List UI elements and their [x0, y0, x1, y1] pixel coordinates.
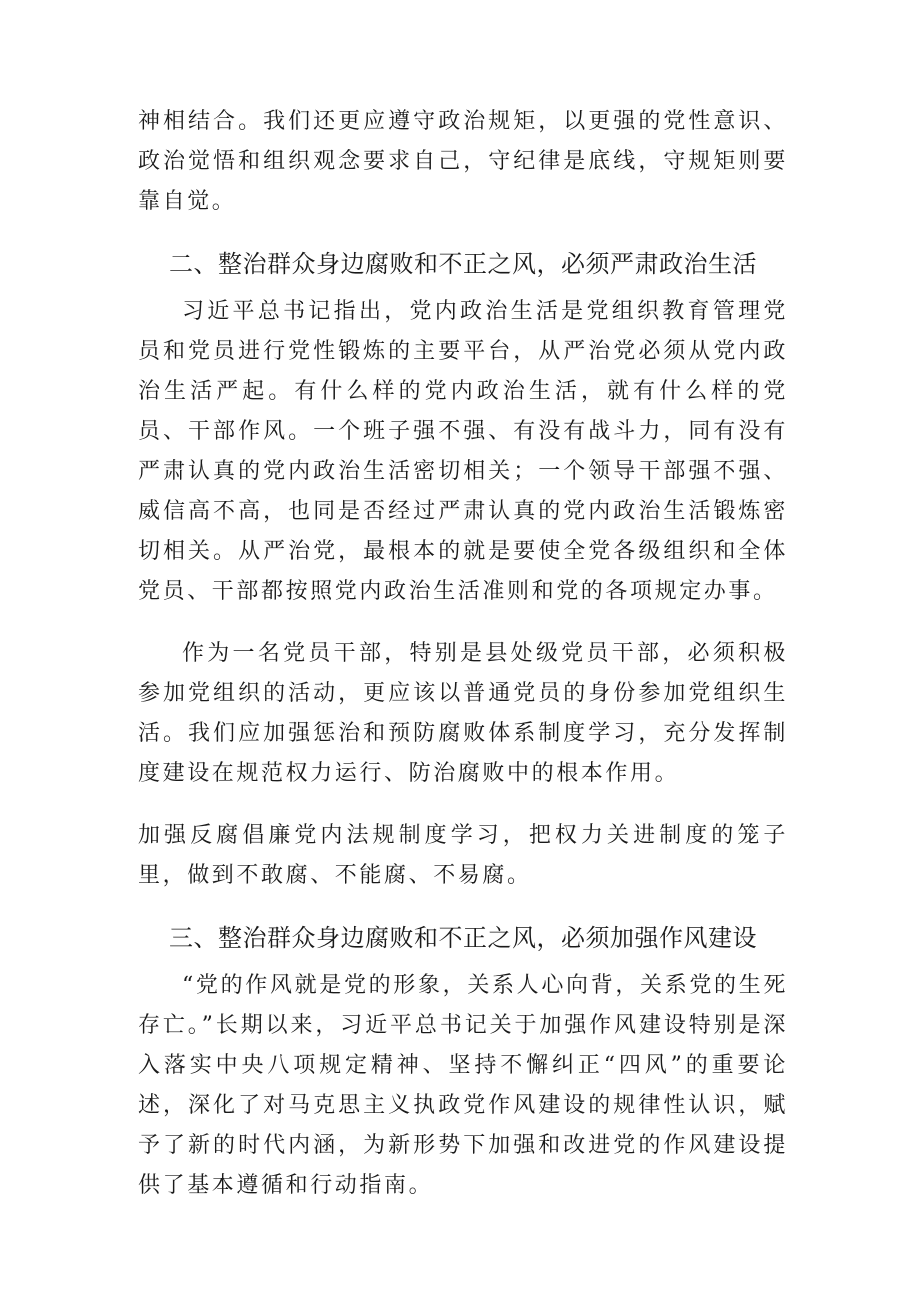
paragraph-cadre-participation: 作为一名党员干部，特别是县处级党员干部，必须积极参加党组织的活动，更应该以普通党员的身份参加党组织生活。我们应加强惩治和预防腐败体系制度学习，充分发挥制度建设在规范权力运行、防治腐败中的根本作用。	[138, 641, 788, 786]
paragraph-anti-corruption: 加强反腐倡廉党内法规制度学习，把权力关进制度的笼子里，做到不敢腐、不能腐、不易腐。	[138, 823, 788, 888]
paragraph-party-life: 习近平总书记指出，党内政治生活是党组织教育管理党员和党员进行党性锻炼的主要平台，从严治党必须从党内政治生活严起。有什么样的党内政治生活，就有什么样的党员、干部作风。一个班子强不强、有没有战斗力，同有没有严肃认真的党内政治生活密切相关；一个领导干部强不强、威信高不高，也同是否经过严肃认真的党内政治生活锻炼密切相关。从严治党，最根本的就是要使全党各级组织和全体党员、干部都按照党内政治生活准则和党的各项规定办事。	[138, 299, 788, 604]
section-heading-3: 三、整治群众身边腐败和不正之风，必须加强作风建设	[169, 924, 757, 952]
document-body	[138, 102, 788, 1206]
paragraph-work-style: “党的作风就是党的形象，关系人心向背，关系党的生死存亡。”长期以来，习近平总书记关于加强作风建设特别是深入落实中央八项规定精神、坚持不懈纠正“四风”的重要论述，深化了对马克思主义执政党作风建设的规律性认识，赋予了新的时代内涵，为新形势下加强和改进党的作风建设提供了基本遵循和行动指南。	[138, 973, 788, 1198]
section-heading-2: 二、整治群众身边腐败和不正之风，必须严肃政治生活	[169, 250, 757, 278]
paragraph-continuation: 神相结合。我们还更应遵守政治规矩，以更强的党性意识、政治觉悟和组织观念要求自己，守纪律是底线，守规矩则要靠自觉。	[138, 109, 788, 214]
